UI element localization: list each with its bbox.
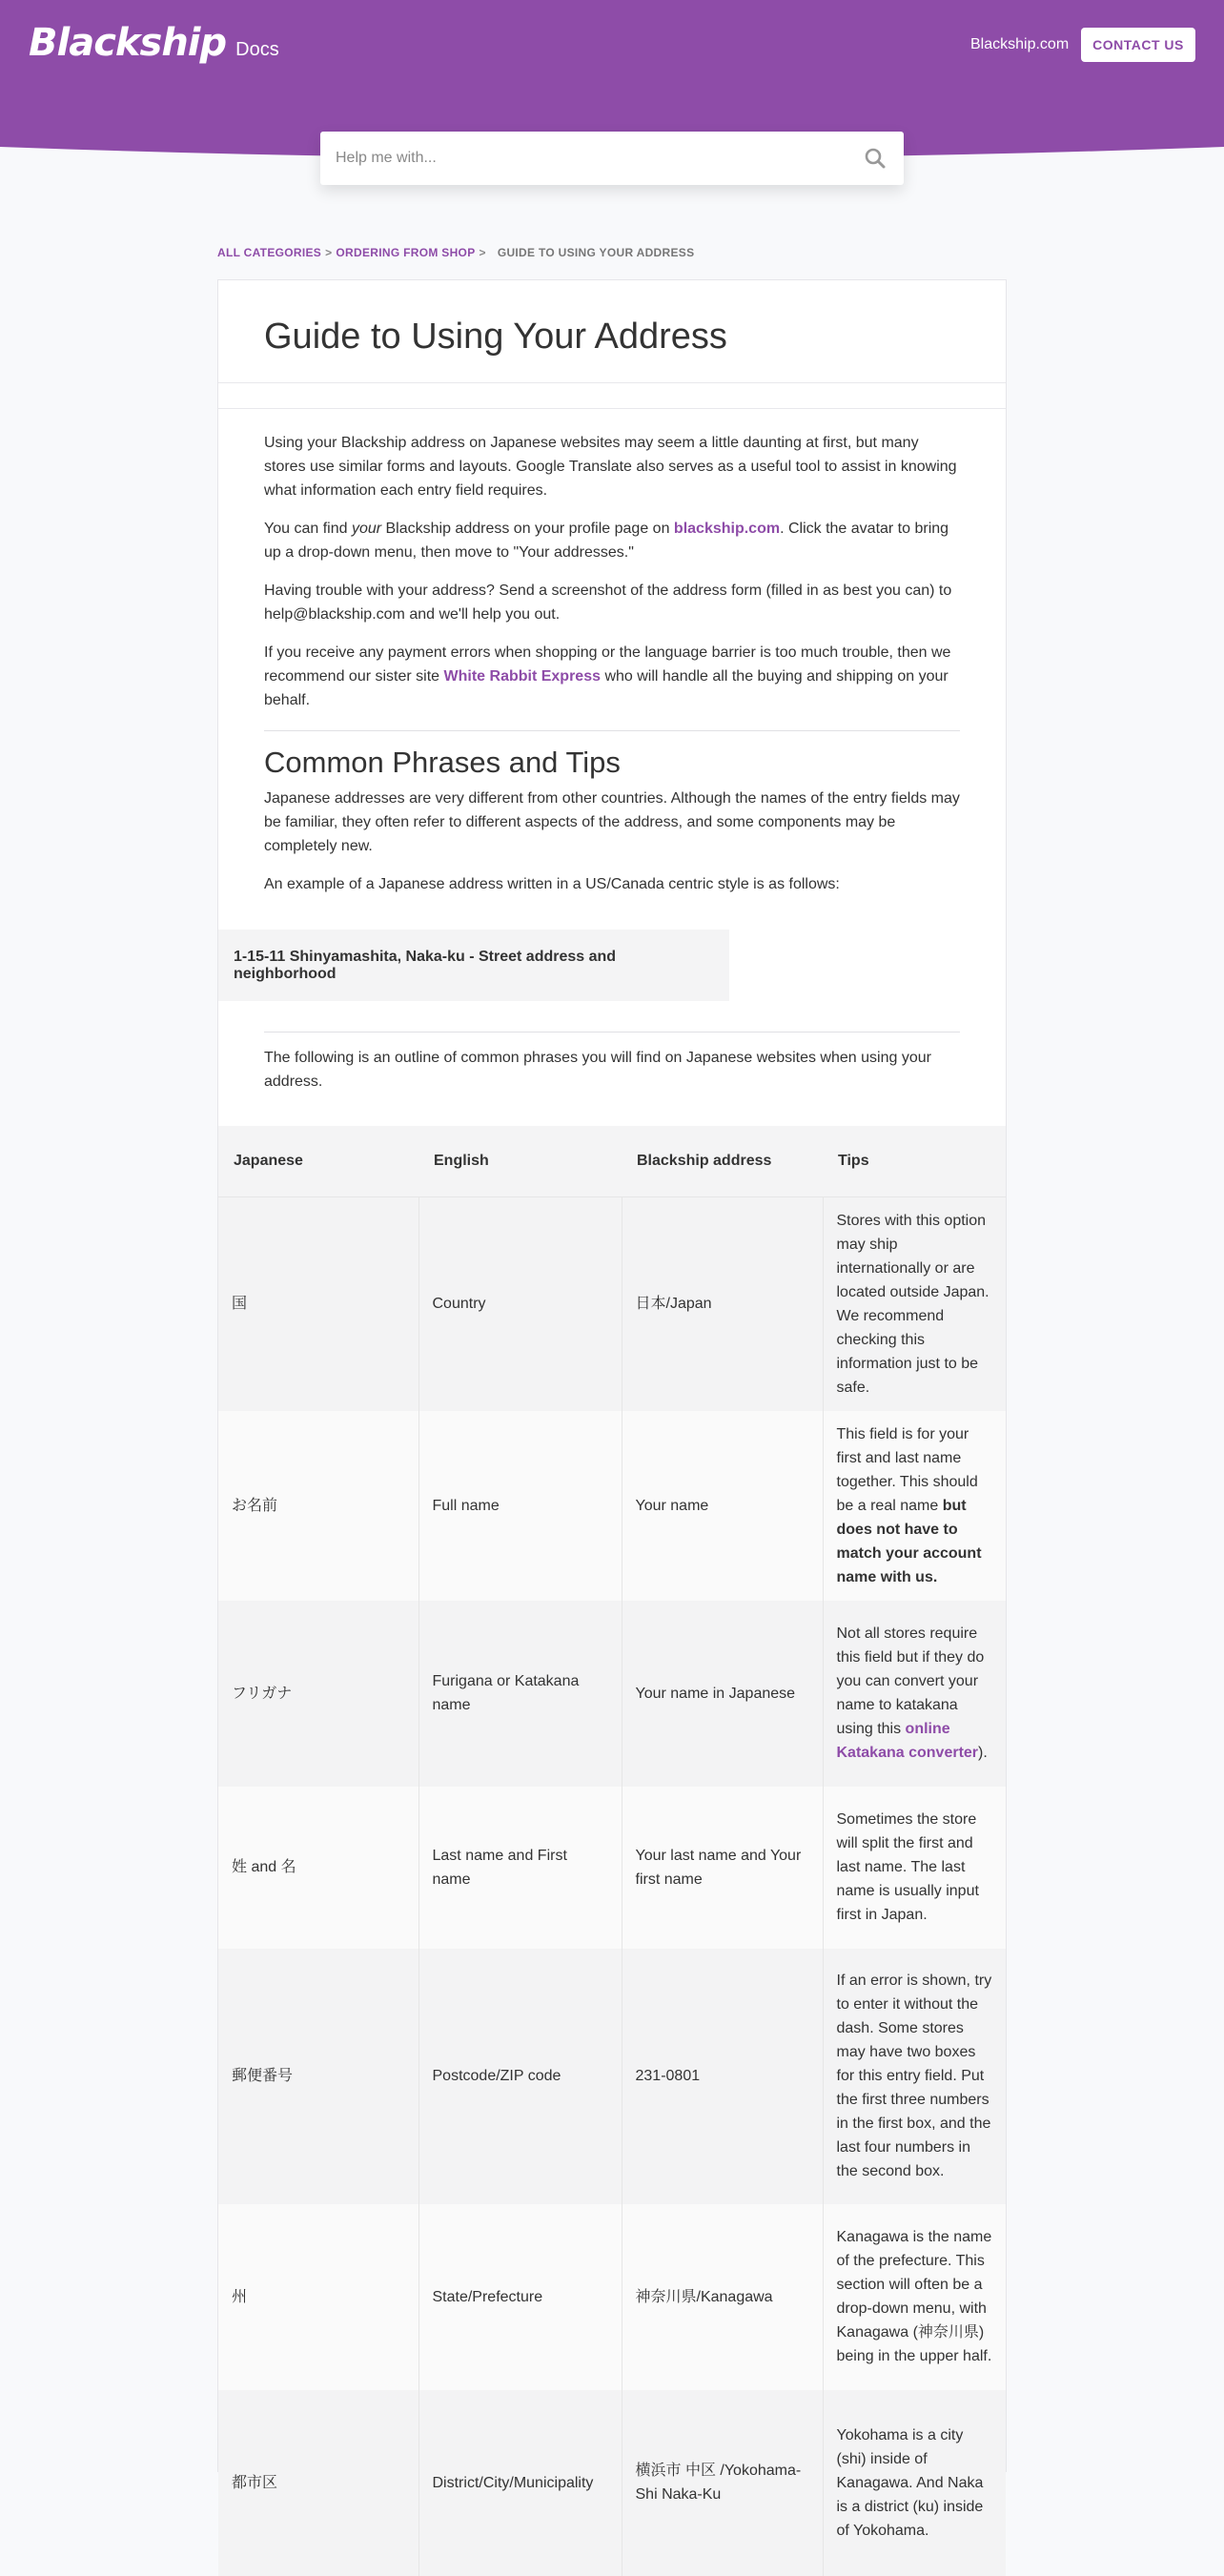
table-row	[218, 1601, 1006, 1787]
table-row	[218, 2204, 1006, 2390]
cell-address: 日本/Japan	[622, 1196, 823, 1411]
cell-tip	[823, 1601, 1006, 1787]
table-row	[218, 2390, 1006, 2576]
katakana-converter-link[interactable]: online Katakana converter	[836, 1721, 979, 1761]
breadcrumb-all-categories[interactable]: ALL CATEGORIES	[217, 246, 322, 259]
cell-english: Furigana or Katakana name	[418, 1601, 622, 1787]
column-header: Tips	[823, 1126, 1006, 1196]
cell-japanese: フリガナ	[218, 1601, 418, 1787]
logo-text: Blackship	[29, 21, 227, 65]
cell-english: District/City/Municipality	[418, 2390, 622, 2576]
cell-address: 横浜市 中区 /Yokohama-Shi Naka-Ku	[622, 2390, 823, 2576]
paragraph-intro: Using your Blackship address on Japanese websites may seem a little daunting at first, but many stores use similar forms and layouts. Google Translate also serves as a useful tool to assist in knowing what information each entry field requires.	[264, 435, 957, 499]
paragraph-example-intro: An example of a Japanese address written in a US/Canada centric style is as follows:	[264, 876, 840, 892]
breadcrumb-ordering-from-shop[interactable]: ORDERING FROM SHOP	[336, 246, 476, 259]
article-card	[217, 279, 1007, 2539]
emphasis: your	[351, 521, 382, 537]
cell-english: Full name	[418, 1411, 622, 1601]
paragraph-help: Having trouble with your address? Send a screenshot of the address form (filled in as best you can) to help@blackship.com and we'll help you out.	[264, 583, 952, 623]
title-area	[218, 280, 1006, 383]
tip-bold: but does not have to match your account name with us.	[836, 1497, 982, 1585]
cell-japanese: お名前	[218, 1411, 418, 1601]
text: . Click the avatar to bring up a drop-down menu, then move to "Your addresses."	[264, 521, 949, 561]
search-icon[interactable]	[864, 147, 887, 170]
column-header: Japanese	[218, 1126, 418, 1196]
cell-address: Your name	[622, 1411, 823, 1601]
tip-text: ).	[978, 1745, 988, 1761]
blackship-link[interactable]: blackship.com	[673, 521, 781, 537]
text: If you receive any payment errors when shopping or the language barrier is too much trouble, then we recommend our sister site	[264, 644, 951, 685]
table-row	[218, 1949, 1006, 2204]
cell-japanese: 姓 and 名	[218, 1787, 418, 1949]
search-box	[320, 132, 904, 185]
white-rabbit-express-link[interactable]: White Rabbit Express	[443, 668, 601, 685]
table-header-row	[218, 1126, 1006, 1196]
cell-japanese: 郵便番号	[218, 1949, 418, 2204]
table-row	[218, 1787, 1006, 1949]
breadcrumb	[217, 246, 694, 259]
tip-text: This field is for your first and last name together. This should be a real name	[836, 1425, 978, 1514]
cell-english: State/Prefecture	[418, 2204, 622, 2390]
column-header: English	[418, 1126, 622, 1196]
docs-label: Docs	[235, 39, 279, 60]
contact-us-button[interactable]: CONTACT US	[1081, 28, 1195, 62]
blackship-site-link[interactable]: Blackship.com	[970, 36, 1070, 52]
table-row	[218, 1411, 1006, 1601]
cell-tip: If an error is shown, try to enter it without the dash. Some stores may have two boxes for this entry field. Put the first three numbers in the first box, and the last four numbers in the second box.	[823, 1949, 1006, 2204]
cell-japanese: 州	[218, 2204, 418, 2390]
cell-english: Last name and First name	[418, 1787, 622, 1949]
divider	[218, 408, 1006, 409]
section-heading: Common Phrases and Tips	[264, 746, 621, 779]
text: who will handle all the buying and shipping on your behalf.	[264, 668, 949, 708]
cell-english: Country	[418, 1196, 622, 1411]
cell-tip: Kanagawa is the name of the prefecture. This section will often be a drop-down menu, with Kanagawa (神奈川県) being in the upper half.	[823, 2204, 1006, 2390]
cell-tip: Yokohama is a city (shi) inside of Kanagawa. And Naka is a district (ku) inside of Yokohama.	[823, 2390, 1006, 2576]
page-title: Guide to Using Your Address	[264, 317, 727, 357]
address-example: 1-15-11 Shinyamashita, Naka-ku - Street address and neighborhood	[218, 930, 729, 1001]
breadcrumb-current: GUIDE TO USING YOUR ADDRESS	[497, 246, 695, 259]
paragraph-profile	[264, 517, 960, 564]
breadcrumb-separator: >	[479, 246, 486, 259]
breadcrumb-separator: >	[325, 246, 333, 259]
paragraph-payment	[264, 641, 960, 712]
search-input[interactable]	[336, 132, 850, 185]
column-header: Blackship address	[622, 1126, 823, 1196]
cell-address: 231-0801	[622, 1949, 823, 2204]
cell-address: Your last name and Your first name	[622, 1787, 823, 1949]
cell-english: Postcode/ZIP code	[418, 1949, 622, 2204]
paragraph-japanese-addresses: Japanese addresses are very different from other countries. Although the names of the entry fields may be familiar, they often refer to different aspects of the address, and some components may be completely new.	[264, 790, 960, 854]
cell-japanese: 国	[218, 1196, 418, 1411]
paragraph-outline: The following is an outline of common phrases you will find on Japanese websites when using your address.	[264, 1050, 931, 1090]
cell-japanese: 都市区	[218, 2390, 418, 2576]
table-row	[218, 1196, 1006, 1411]
cell-tip: Stores with this option may ship internationally or are located outside Japan. We recommend checking this information just to be safe.	[823, 1196, 1006, 1411]
text: Blackship address on your profile page on	[381, 521, 674, 537]
divider	[264, 730, 960, 731]
cell-tip: Sometimes the store will split the first and last name. The last name is usually input first in Japan.	[823, 1787, 1006, 1949]
cell-tip	[823, 1411, 1006, 1601]
text: You can find	[264, 521, 352, 537]
tip-text: Not all stores require this field but if they do you can convert your name to katakana using this	[836, 1625, 985, 1737]
phrases-table	[218, 1126, 1006, 2576]
cell-address: Your name in Japanese	[622, 1601, 823, 1787]
cell-address: 神奈川県/Kanagawa	[622, 2204, 823, 2390]
logo[interactable]	[29, 21, 279, 65]
